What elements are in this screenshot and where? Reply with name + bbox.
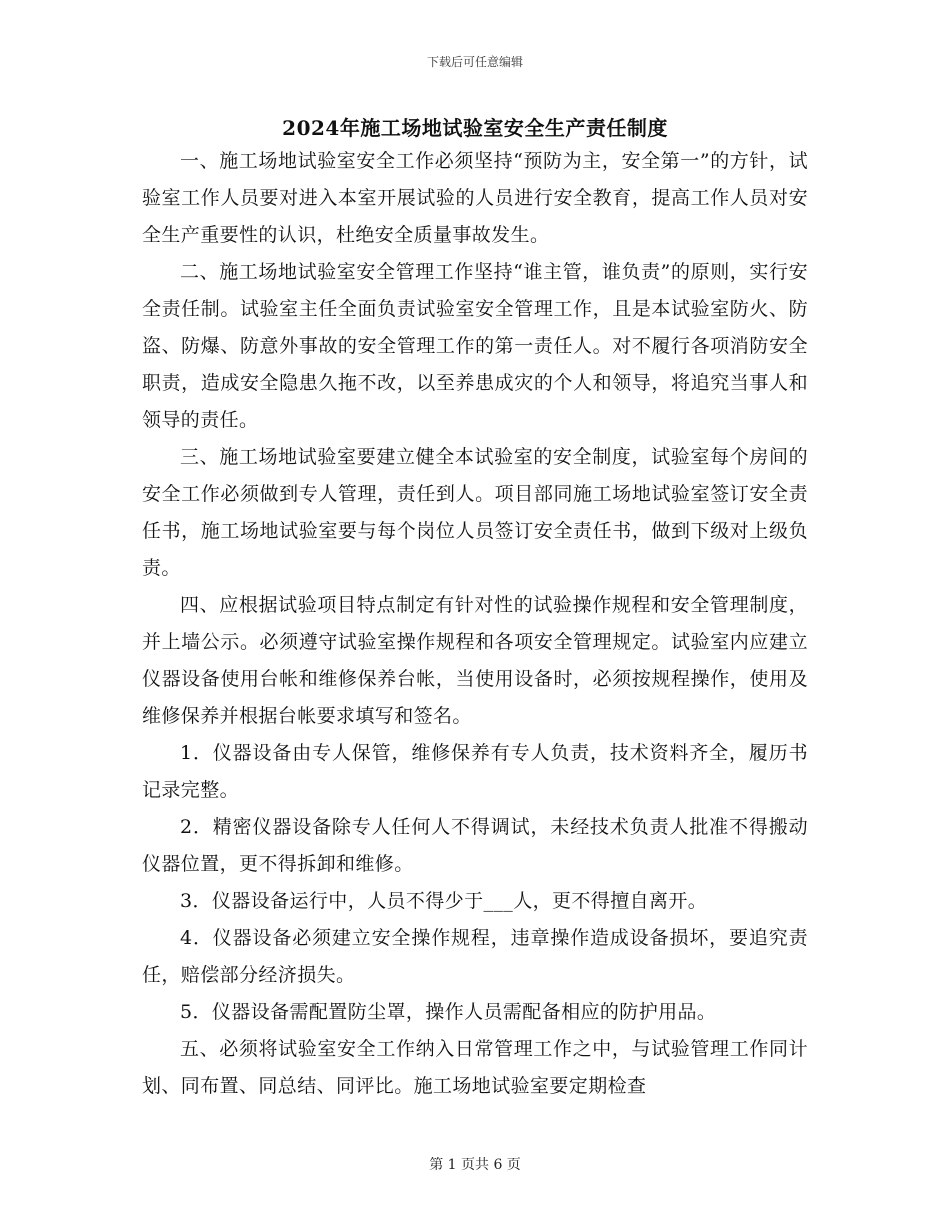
list-item-5: 5．仪器设备需配置防尘罩，操作人员需配备相应的防护用品。 xyxy=(180,1001,717,1023)
paragraph-5: 五、必须将试验室安全工作纳入日常管理工作之中，与试验管理工作同计划、同布置、同总结、同评比。施工场地试验室要定期检查 xyxy=(142,1038,808,1097)
page-header: 下载后可任意编辑 xyxy=(426,55,523,69)
page-footer: 第 1 页共 6 页 xyxy=(429,1157,521,1173)
document-body xyxy=(142,143,808,1105)
document-title: 2024年施工场地试验室安全生产责任制度 xyxy=(282,116,668,140)
paragraph-1: 一、施工场地试验室安全工作必须坚持“预防为主，安全第一”的方针，试验室工作人员要对进入本室开展试验的人员进行安全教育，提高工作人员对安全生产重要性的认识，杜绝安全质量事故发生。 xyxy=(142,150,808,246)
paragraph-4: 四、应根据试验项目特点制定有针对性的试验操作规程和安全管理制度，并上墙公示。必须遵守试验室操作规程和各项安全管理规定。试验室内应建立仪器设备使用台帐和维修保养台帐，当使用设备时，必须按规程操作，使用及维修保养并根据台帐要求填写和签名。 xyxy=(142,594,808,727)
list-item-2: 2．精密仪器设备除专人任何人不得调试，未经技术负责人批准不得搬动仪器位置，更不得拆卸和维修。 xyxy=(142,816,808,875)
paragraph-2: 二、施工场地试验室安全管理工作坚持“谁主管，谁负责”的原则，实行安全责任制。试验室主任全面负责试验室安全管理工作，且是本试验室防火、防盗、防爆、防意外事故的安全管理工作的第一责任人。对不履行各项消防安全职责，造成安全隐患久拖不改，以至养患成灾的个人和领导，将追究当事人和领导的责任。 xyxy=(142,261,808,431)
list-item-1: 1．仪器设备由专人保管，维修保养有专人负责，技术资料齐全，履历书记录完整。 xyxy=(142,742,808,801)
paragraph-3: 三、施工场地试验室要建立健全本试验室的安全制度，试验室每个房间的安全工作必须做到专人管理，责任到人。项目部同施工场地试验室签订安全责任书，施工场地试验室要与每个岗位人员签订安全责任书，做到下级对上级负责。 xyxy=(142,446,808,579)
list-item-4: 4．仪器设备必须建立安全操作规程，违章操作造成设备损坏，要追究责任，赔偿部分经济损失。 xyxy=(142,927,808,986)
list-item-3: 3．仪器设备运行中，人员不得少于___人，更不得擅自离开。 xyxy=(180,890,708,912)
